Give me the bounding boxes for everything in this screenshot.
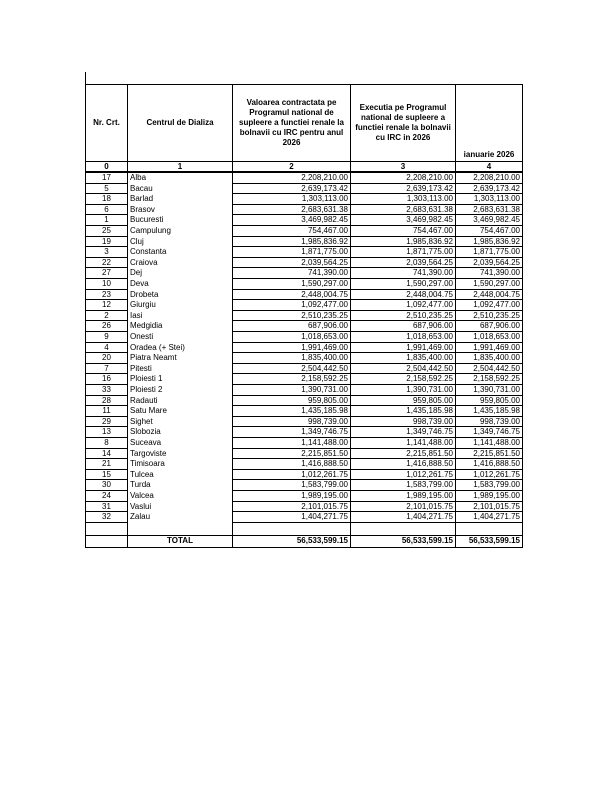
table-row <box>86 448 523 459</box>
contracted-value: 687,906.00 <box>233 321 351 332</box>
january-value: 2,683,631.38 <box>456 204 523 215</box>
table-row <box>86 289 523 300</box>
centre-name: Radauti <box>128 395 233 406</box>
contracted-value: 2,683,631.38 <box>233 204 351 215</box>
table-row <box>86 226 523 237</box>
contracted-value: 1,012,261.75 <box>233 469 351 480</box>
centre-name: Slobozia <box>128 427 233 438</box>
january-value: 1,590,297.00 <box>456 279 523 290</box>
contracted-value: 754,467.00 <box>233 226 351 237</box>
contracted-value: 2,158,592.25 <box>233 374 351 385</box>
centre-name: Ploiesti 2 <box>128 384 233 395</box>
row-number: 11 <box>86 406 128 417</box>
total-contracted: 56,533,599.15 <box>233 535 351 547</box>
row-number: 3 <box>86 247 128 258</box>
centre-name: Targoviste <box>128 448 233 459</box>
centre-name: Medgidia <box>128 321 233 332</box>
table-row <box>86 437 523 448</box>
contracted-value: 998,739.00 <box>233 416 351 427</box>
january-value: 2,039,564.25 <box>456 257 523 268</box>
header-centre: Centrul de Dializa <box>128 85 233 162</box>
execution-value: 1,985,836.92 <box>351 236 456 247</box>
execution-value: 2,639,173.42 <box>351 183 456 194</box>
centre-name: Timisoara <box>128 459 233 470</box>
row-number: 1 <box>86 215 128 226</box>
centre-name: Cluj <box>128 236 233 247</box>
execution-value: 687,906.00 <box>351 321 456 332</box>
row-number: 14 <box>86 448 128 459</box>
contracted-value: 2,215,851.50 <box>233 448 351 459</box>
centre-name: Drobeta <box>128 289 233 300</box>
execution-value: 2,683,631.38 <box>351 204 456 215</box>
table-row <box>86 459 523 470</box>
execution-value: 1,835,400.00 <box>351 353 456 364</box>
execution-value: 1,092,477.00 <box>351 300 456 311</box>
centre-name: Turda <box>128 480 233 491</box>
contracted-value: 1,141,488.00 <box>233 437 351 448</box>
january-value: 998,739.00 <box>456 416 523 427</box>
table-row <box>86 395 523 406</box>
january-value: 2,639,173.42 <box>456 183 523 194</box>
january-value: 2,158,592.25 <box>456 374 523 385</box>
index-cell: 2 <box>233 161 351 172</box>
table-row <box>86 353 523 364</box>
contracted-value: 2,639,173.42 <box>233 183 351 194</box>
execution-value: 1,871,775.00 <box>351 247 456 258</box>
execution-value: 1,349,746.75 <box>351 427 456 438</box>
row-number: 5 <box>86 183 128 194</box>
header-execution: Executia pe Programul national de supleere a functiei renale la bolnavii cu IRC in 2026 <box>351 85 456 162</box>
contracted-value: 1,390,731.00 <box>233 384 351 395</box>
centre-name: Ploiesti 1 <box>128 374 233 385</box>
execution-value: 1,404,271.75 <box>351 512 456 523</box>
centre-name: Valcea <box>128 490 233 501</box>
contracted-value: 1,991,469.00 <box>233 342 351 353</box>
centre-name: Suceava <box>128 437 233 448</box>
table-row <box>86 342 523 353</box>
row-number: 30 <box>86 480 128 491</box>
contracted-value: 1,989,195.00 <box>233 490 351 501</box>
centre-name: Zalau <box>128 512 233 523</box>
index-cell: 3 <box>351 161 456 172</box>
total-execution: 56,533,599.15 <box>351 535 456 547</box>
contracted-value: 1,018,653.00 <box>233 332 351 343</box>
contracted-value: 3,469,982.45 <box>233 215 351 226</box>
execution-value: 2,448,004.75 <box>351 289 456 300</box>
row-number: 23 <box>86 289 128 300</box>
index-cell: 4 <box>456 161 523 172</box>
row-number: 29 <box>86 416 128 427</box>
centre-name: Iasi <box>128 310 233 321</box>
contracted-value: 1,416,888.50 <box>233 459 351 470</box>
contracted-value: 1,835,400.00 <box>233 353 351 364</box>
execution-value: 1,012,261.75 <box>351 469 456 480</box>
table-row <box>86 469 523 480</box>
execution-value: 1,583,799.00 <box>351 480 456 491</box>
contracted-value: 2,101,015.75 <box>233 501 351 512</box>
execution-value: 1,991,469.00 <box>351 342 456 353</box>
table-row <box>86 374 523 385</box>
contracted-value: 2,448,004.75 <box>233 289 351 300</box>
january-value: 2,215,851.50 <box>456 448 523 459</box>
row-number: 4 <box>86 342 128 353</box>
january-value: 1,018,653.00 <box>456 332 523 343</box>
execution-value: 1,018,653.00 <box>351 332 456 343</box>
execution-value: 2,208,210.00 <box>351 172 456 183</box>
total-row <box>86 535 523 547</box>
table-row <box>86 300 523 311</box>
table-row <box>86 416 523 427</box>
january-value: 2,208,210.00 <box>456 172 523 183</box>
contracted-value: 1,583,799.00 <box>233 480 351 491</box>
execution-value: 1,989,195.00 <box>351 490 456 501</box>
january-value: 754,467.00 <box>456 226 523 237</box>
execution-value: 1,303,113.00 <box>351 194 456 205</box>
header-january: ianuarie 2026 <box>456 149 523 162</box>
table-row <box>86 257 523 268</box>
table-row <box>86 183 523 194</box>
january-value: 2,448,004.75 <box>456 289 523 300</box>
january-value: 3,469,982.45 <box>456 215 523 226</box>
row-number: 8 <box>86 437 128 448</box>
centre-name: Oradea (+ Stei) <box>128 342 233 353</box>
january-value: 1,349,746.75 <box>456 427 523 438</box>
contracted-value: 959,805.00 <box>233 395 351 406</box>
row-number: 32 <box>86 512 128 523</box>
january-value: 1,303,113.00 <box>456 194 523 205</box>
table-row <box>86 501 523 512</box>
header-nr: Nr. Crt. <box>86 85 128 162</box>
execution-value: 2,158,592.25 <box>351 374 456 385</box>
sheet-edge-line <box>85 72 86 84</box>
table-row <box>86 384 523 395</box>
contracted-value: 2,504,442.50 <box>233 363 351 374</box>
contracted-value: 1,303,113.00 <box>233 194 351 205</box>
contracted-value: 1,871,775.00 <box>233 247 351 258</box>
january-value: 1,991,469.00 <box>456 342 523 353</box>
contracted-value: 1,985,836.92 <box>233 236 351 247</box>
centre-name: Alba <box>128 172 233 183</box>
row-number: 6 <box>86 204 128 215</box>
header-january-blank <box>456 85 523 149</box>
centre-name: Dej <box>128 268 233 279</box>
table-row <box>86 236 523 247</box>
centre-name: Brasov <box>128 204 233 215</box>
execution-value: 1,141,488.00 <box>351 437 456 448</box>
execution-value: 3,469,982.45 <box>351 215 456 226</box>
row-number: 20 <box>86 353 128 364</box>
column-index-row <box>86 161 523 172</box>
row-number: 10 <box>86 279 128 290</box>
centre-name: Piatra Neamt <box>128 353 233 364</box>
row-number: 26 <box>86 321 128 332</box>
total-empty-cell <box>86 535 128 547</box>
execution-value: 2,510,235.25 <box>351 310 456 321</box>
row-number: 15 <box>86 469 128 480</box>
contracted-value: 1,435,185.98 <box>233 406 351 417</box>
january-value: 1,390,731.00 <box>456 384 523 395</box>
table-body <box>86 161 523 522</box>
index-cell: 1 <box>128 161 233 172</box>
total-january: 56,533,599.15 <box>456 535 523 547</box>
row-number: 19 <box>86 236 128 247</box>
total-label: TOTAL <box>128 535 233 547</box>
execution-value: 1,390,731.00 <box>351 384 456 395</box>
execution-value: 2,215,851.50 <box>351 448 456 459</box>
contracted-value: 2,208,210.00 <box>233 172 351 183</box>
table-row <box>86 490 523 501</box>
execution-value: 1,435,185.98 <box>351 406 456 417</box>
table-row <box>86 172 523 183</box>
table-row <box>86 247 523 258</box>
january-value: 1,583,799.00 <box>456 480 523 491</box>
table-row <box>86 480 523 491</box>
centre-name: Bacau <box>128 183 233 194</box>
execution-value: 959,805.00 <box>351 395 456 406</box>
table-row <box>86 406 523 417</box>
row-number: 27 <box>86 268 128 279</box>
centre-name: Vaslui <box>128 501 233 512</box>
execution-value: 998,739.00 <box>351 416 456 427</box>
table-row <box>86 427 523 438</box>
row-number: 18 <box>86 194 128 205</box>
january-value: 741,390.00 <box>456 268 523 279</box>
row-number: 24 <box>86 490 128 501</box>
row-number: 12 <box>86 300 128 311</box>
centre-name: Campulung <box>128 226 233 237</box>
centre-name: Tulcea <box>128 469 233 480</box>
execution-value: 2,039,564.25 <box>351 257 456 268</box>
table-row <box>86 310 523 321</box>
row-number: 16 <box>86 374 128 385</box>
contracted-value: 741,390.00 <box>233 268 351 279</box>
table-row <box>86 512 523 523</box>
centre-name: Giurgiu <box>128 300 233 311</box>
row-number: 33 <box>86 384 128 395</box>
contracted-value: 1,404,271.75 <box>233 512 351 523</box>
table-row <box>86 279 523 290</box>
row-number: 31 <box>86 501 128 512</box>
january-value: 1,012,261.75 <box>456 469 523 480</box>
execution-value: 754,467.00 <box>351 226 456 237</box>
january-value: 687,906.00 <box>456 321 523 332</box>
execution-value: 741,390.00 <box>351 268 456 279</box>
january-value: 1,985,836.92 <box>456 236 523 247</box>
centre-name: Bucuresti <box>128 215 233 226</box>
centre-name: Onesti <box>128 332 233 343</box>
dialysis-table <box>85 84 523 548</box>
row-number: 21 <box>86 459 128 470</box>
table-row <box>86 268 523 279</box>
january-value: 1,416,888.50 <box>456 459 523 470</box>
january-value: 1,404,271.75 <box>456 512 523 523</box>
centre-name: Constanta <box>128 247 233 258</box>
table-row <box>86 363 523 374</box>
table-row <box>86 215 523 226</box>
january-value: 2,504,442.50 <box>456 363 523 374</box>
contracted-value: 2,039,564.25 <box>233 257 351 268</box>
index-cell: 0 <box>86 161 128 172</box>
row-number: 9 <box>86 332 128 343</box>
january-value: 1,141,488.00 <box>456 437 523 448</box>
centre-name: Barlad <box>128 194 233 205</box>
execution-value: 2,504,442.50 <box>351 363 456 374</box>
row-number: 2 <box>86 310 128 321</box>
contracted-value: 1,349,746.75 <box>233 427 351 438</box>
row-number: 13 <box>86 427 128 438</box>
row-number: 28 <box>86 395 128 406</box>
execution-value: 1,416,888.50 <box>351 459 456 470</box>
row-number: 7 <box>86 363 128 374</box>
spacer-row <box>86 522 523 535</box>
january-value: 1,989,195.00 <box>456 490 523 501</box>
centre-name: Satu Mare <box>128 406 233 417</box>
contracted-value: 1,092,477.00 <box>233 300 351 311</box>
execution-value: 1,590,297.00 <box>351 279 456 290</box>
january-value: 1,835,400.00 <box>456 353 523 364</box>
table-row <box>86 194 523 205</box>
january-value: 2,101,015.75 <box>456 501 523 512</box>
contracted-value: 1,590,297.00 <box>233 279 351 290</box>
centre-name: Pitesti <box>128 363 233 374</box>
centre-name: Deva <box>128 279 233 290</box>
table-row <box>86 204 523 215</box>
january-value: 2,510,235.25 <box>456 310 523 321</box>
january-value: 1,092,477.00 <box>456 300 523 311</box>
january-value: 1,435,185.98 <box>456 406 523 417</box>
row-number: 17 <box>86 172 128 183</box>
centre-name: Craiova <box>128 257 233 268</box>
january-value: 1,871,775.00 <box>456 247 523 258</box>
contracted-value: 2,510,235.25 <box>233 310 351 321</box>
centre-name: Sighet <box>128 416 233 427</box>
row-number: 25 <box>86 226 128 237</box>
row-number: 22 <box>86 257 128 268</box>
january-value: 959,805.00 <box>456 395 523 406</box>
table-row <box>86 332 523 343</box>
execution-value: 2,101,015.75 <box>351 501 456 512</box>
header-contracted: Valoarea contractata pe Programul national de supleere a functiei renale la bolnavii cu IRC pentru anul 2026 <box>233 85 351 162</box>
table-row <box>86 321 523 332</box>
